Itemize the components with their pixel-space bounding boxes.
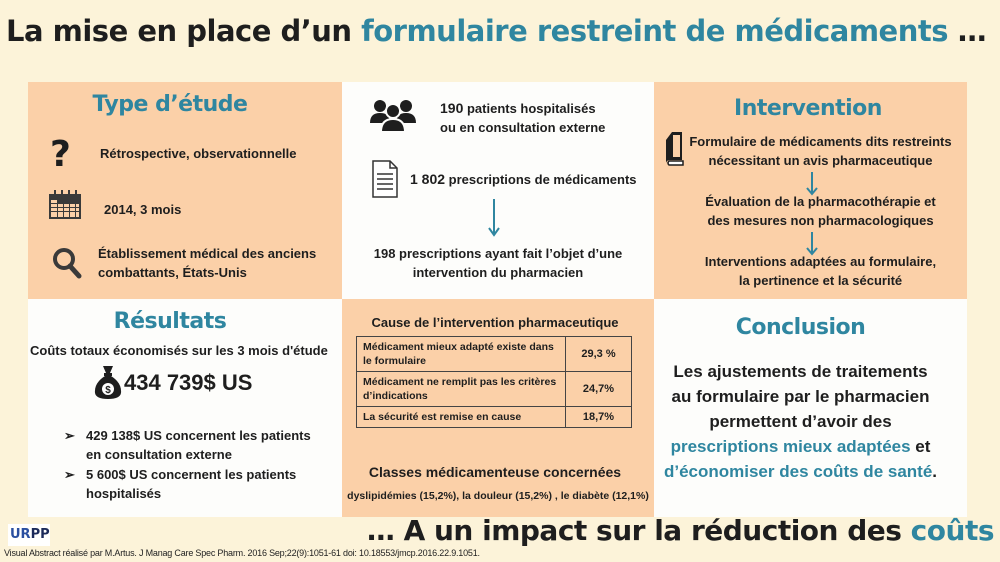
study-type-heading: Type d’étude — [92, 92, 248, 117]
book-icon — [664, 130, 684, 166]
results-bullet-1: ➢ 429 138$ US concernent les patients en consultation externe — [64, 428, 311, 462]
search-icon — [52, 247, 82, 279]
interventions-text: 198 prescriptions ayant fait l’objet d’une intervention du pharmacien — [373, 246, 623, 280]
bottom-title: … A un impact sur la réduction des coûts — [366, 514, 994, 547]
table-row — [357, 337, 632, 372]
citation: Visual Abstract réalisé par M.Artus. J Manag Care Spec Pharm. 2016 Sep;22(9):1051-61 doi: 10.18553/jmcp.2016.22.9.1051. — [4, 548, 480, 558]
calendar-icon — [48, 190, 82, 220]
intervention-step1: Formulaire de médicaments dits restreints nécessitant un avis pharmaceutique — [689, 134, 952, 168]
conclusion-text: Les ajustements de traitements au formulaire par le pharmacien permettent d’avoir des prescriptions mieux adaptées et d’économiser des coûts de santé. — [663, 362, 938, 481]
intervention-heading: Intervention — [734, 96, 882, 121]
results-bullet-2: ➢ 5 600$ US concernent les patients hospitalisés — [64, 467, 297, 501]
urpp-logo: URPP — [8, 524, 50, 546]
conclusion-panel — [654, 299, 967, 517]
cause-label: Médicament ne remplit pas les critères d’indications — [357, 372, 566, 407]
intervention-step3: Interventions adaptées au formulaire, la pertinence et la sécurité — [704, 254, 937, 288]
study-period-text: 2014, 3 mois — [104, 202, 182, 217]
results-panel — [28, 299, 342, 517]
causes-table — [356, 336, 632, 428]
page-title — [6, 14, 986, 48]
title-highlight: formulaire restreint de médicaments — [361, 14, 948, 48]
results-heading: Résultats — [113, 309, 227, 334]
intervention-step2: Évaluation de la pharmacothérapie et des mesures non pharmacologiques — [705, 194, 936, 228]
classes-text: dyslipidémies (15,2%), la douleur (15,2%) , le diabète (12,1%) — [347, 490, 649, 502]
cause-value: 18,7% — [566, 407, 632, 428]
arrow-down-icon — [488, 199, 500, 237]
document-icon — [372, 160, 398, 198]
cause-value: 24,7% — [566, 372, 632, 407]
cause-label: Médicament mieux adapté existe dans le formulaire — [357, 337, 566, 372]
svg-text:$: $ — [105, 385, 111, 396]
conclusion-heading: Conclusion — [735, 315, 866, 340]
results-subtitle: Coûts totaux économisés sur les 3 mois d'étude — [30, 343, 328, 358]
classes-heading: Classes médicamenteuse concernées — [368, 464, 622, 480]
results-total: 434 739$ US — [124, 370, 253, 395]
table-row — [357, 372, 632, 407]
study-design-text: Rétrospective, observationnelle — [100, 146, 297, 161]
arrow-bullet-icon: ➢ — [64, 467, 75, 482]
causes-heading: Cause de l’intervention pharmaceutique — [371, 315, 619, 330]
question-icon: ? — [50, 134, 71, 175]
intervention-panel — [654, 82, 967, 299]
patients-icon — [370, 97, 416, 133]
money-bag-icon — [94, 365, 122, 399]
study-location-text: Établissement médical des anciens combattants, États-Unis — [98, 246, 317, 280]
title-part2: … — [947, 14, 987, 48]
cause-label: La sécurité est remise en cause — [357, 407, 566, 428]
table-row — [357, 407, 632, 428]
patients-text: 190 patients hospitalisés ou en consultation externe — [440, 100, 606, 135]
cause-value: 29,3 % — [566, 337, 632, 372]
title-part1: La mise en place d’un — [6, 14, 362, 48]
study-type-panel — [28, 82, 342, 299]
causes-panel — [342, 299, 654, 517]
population-panel — [342, 82, 654, 299]
prescriptions-text: 1 802 prescriptions de médicaments — [410, 171, 637, 187]
arrow-bullet-icon: ➢ — [64, 428, 75, 443]
